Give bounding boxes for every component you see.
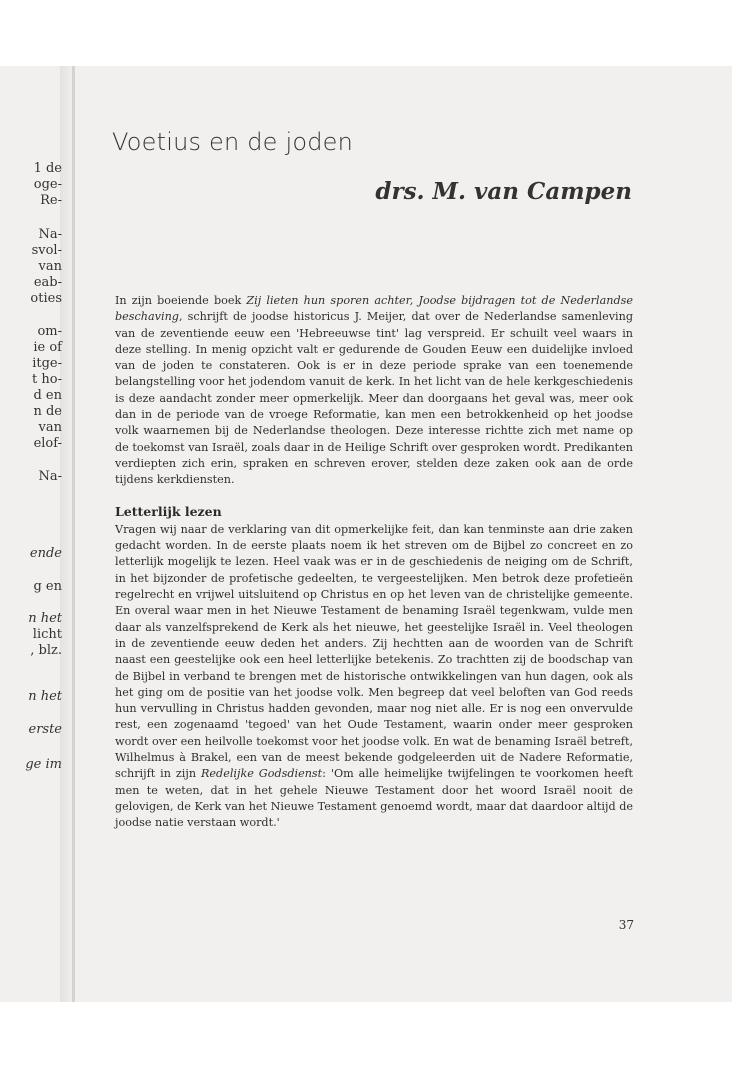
left-fragment: van <box>38 259 62 274</box>
left-fragment: , blz. <box>30 643 62 658</box>
left-fragment: Na- <box>38 227 62 242</box>
left-fragment: ge im <box>25 757 62 772</box>
left-fragment: Re- <box>40 193 62 208</box>
left-fragment: om- <box>37 324 62 339</box>
left-fragment: ie of <box>33 340 62 355</box>
left-fragment: licht <box>32 627 62 642</box>
section-heading: Letterlijk lezen <box>115 503 222 519</box>
intro-text-start: In zijn boeiende boek <box>115 294 247 307</box>
section-text-end: : 'Om alle heimelijke twijfelingen te voorkomen heeft men te weten, dat in het gehele Nieuwe Testament door het woord Israël nooit de gelovigen, de Kerk van het Nieuwe Testament genoemd wordt, maar dat daardoor altijd de joodse natie verstaan wordt.' <box>115 767 633 830</box>
book-title-meijer: Zij lieten hun sporen achter, Joodse bijdragen tot de Nederlandse beschaving <box>115 294 633 324</box>
left-fragment: n het <box>28 689 62 704</box>
left-fragment: n de <box>33 404 62 419</box>
section-text-start: Vragen wij naar de verklaring van dit opmerkelijke feit, dan kan tenminste aan drie zaken gedacht worden. In de eerste plaats noem ik het streven om de Bijbel zo concreet en zo letterlijk mogelijk te lezen. Heel vaak was er in de geschiedenis de neiging om de Schrift, in het bijzonder de profetische gedeelten, te vergeestelijken. Men betrok deze profetieën regelrecht en vrijwel uitsluitend op Christus en op het leven van de christelijke gemeente. En overal waar men in het Nieuwe Testament de benaming Israël tegenkwam, vulde men daar als vanzelfsprekend de Kerk als het nieuwe, het geestelijke Israël in. Veel theologen in de zeventiende eeuw deden het anders. Zij hechtten aan de woorden van de Schrift naast een geestelijke ook een heel letterlijke betekenis. Zo trachtten zij de boodschap van de Bijbel in verband te brengen met de historische ontwikkelingen van hun dagen, ook als het ging om de positie van het joodse volk. Men begreep dat veel beloften van God reeds hun vervulling in Christus hadden gevonden, maar nog niet alle. Er is nog een onvervulde rest, een zogenaamd 'tegoed' van het Oude Testament, waarin onder meer gesproken wordt over een heilvolle toekomst voor het joodse volk. En wat de benaming Israël betreft, Wilhelmus à Brakel, een van de meest bekende godgeleerden uit de Nadere Reformatie, schrijft in zijn <box>115 522 633 781</box>
intro-text-end: , schrijft de joodse historicus J. Meijer, dat over de Nederlandse samenleving van de zeventiende eeuw een 'Hebreeuwse tint' lag verspreid. Er schuilt veel waars in deze stelling. In menig opzicht valt er gedurende de Gouden Eeuw een duidelijke invloed van de joden te constateren. Ook is er in deze periode sprake van een toenemende belangstelling voor het jodendom vanuit de kerk. In het licht van de hele kerkgeschiedenis is deze aandacht zonder meer opmerkelijk. Meer dan doorgaans het geval was, meer ook dan in de periode van de vroege Reformatie, kan men een betrokkenheid op het joodse volk waarnemen bij de Nederlandse theologen. Deze interesse richtte zich met name op de toekomst van Israël, zoals daar in de Heilige Schrift over gesproken wordt. Predikanten verdiepten zich erin, spraken en schreven erover, stelden deze zaken ook aan de orde tijdens kerkdiensten. <box>115 310 633 487</box>
book-gutter-line <box>72 66 75 1002</box>
left-fragment: itge- <box>32 356 62 371</box>
left-fragment: van <box>38 420 62 435</box>
left-fragment: oties <box>30 291 62 306</box>
book-title-brakel: Redelijke Godsdienst <box>201 767 323 781</box>
left-fragment: 1 de <box>33 161 62 176</box>
left-fragment: ende <box>29 546 62 561</box>
left-fragment: svol- <box>31 243 62 258</box>
article-body <box>115 293 633 832</box>
section-paragraph <box>115 522 633 832</box>
left-fragment: n het <box>28 611 62 626</box>
left-fragment: Na- <box>38 469 62 484</box>
left-fragment: eab- <box>33 275 62 290</box>
page-number: 37 <box>618 918 634 932</box>
left-fragment: oge- <box>33 177 62 192</box>
left-fragment: elof- <box>33 436 62 451</box>
left-fragment: d en <box>33 388 62 403</box>
article-author: drs. M. van Campen <box>375 178 632 205</box>
left-fragment: erste <box>28 722 62 737</box>
article-title: Voetius en de joden <box>112 128 354 156</box>
left-fragment: t ho- <box>32 372 62 387</box>
intro-paragraph <box>115 293 633 489</box>
left-fragment: g en <box>33 579 62 594</box>
previous-page-edge <box>0 0 62 1068</box>
